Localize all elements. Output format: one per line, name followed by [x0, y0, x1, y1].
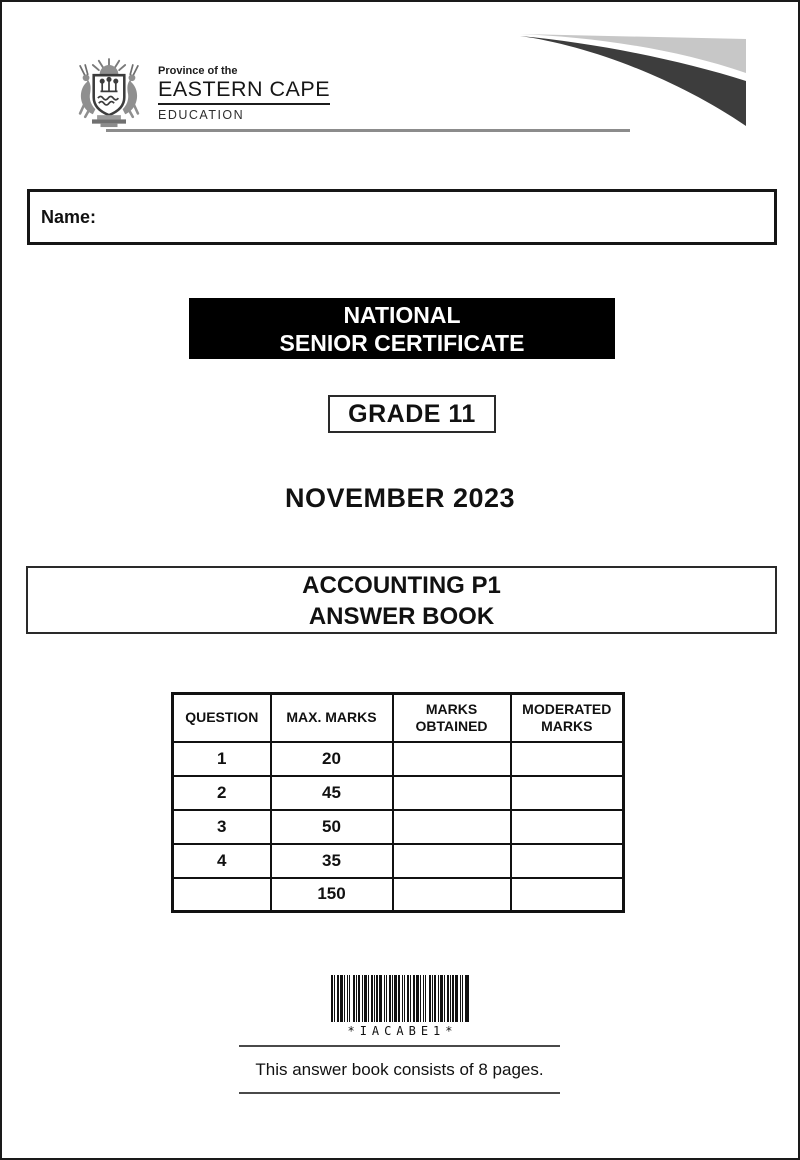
- cell-question: 1: [173, 742, 271, 776]
- header-marks-obtained: MARKS OBTAINED: [393, 694, 511, 742]
- banner-line-1: NATIONAL: [343, 302, 461, 328]
- grade-box: GRADE 11: [328, 395, 496, 433]
- cell-max-marks: 20: [271, 742, 393, 776]
- cell-moderated-marks[interactable]: [511, 844, 624, 878]
- certificate-banner: [189, 298, 615, 359]
- subject-box: [26, 566, 777, 634]
- name-input-area[interactable]: [96, 192, 774, 242]
- corner-swoosh-icon: [518, 33, 748, 129]
- name-label: Name:: [41, 206, 97, 227]
- province-name-text: EASTERN CAPE: [158, 79, 330, 105]
- cell-question: [173, 878, 271, 912]
- cell-question: 2: [173, 776, 271, 810]
- banner-line-2: SENIOR CERTIFICATE: [279, 330, 525, 356]
- cell-moderated-marks[interactable]: [511, 776, 624, 810]
- cell-marks-obtained[interactable]: [393, 742, 511, 776]
- barcode: [331, 975, 469, 1038]
- header-question: QUESTION: [173, 694, 271, 742]
- table-row: [173, 742, 624, 776]
- page-count-note: This answer book consists of 8 pages.: [239, 1045, 560, 1094]
- subject-line-1: ACCOUNTING P1: [302, 572, 501, 599]
- cell-max-marks: 35: [271, 844, 393, 878]
- header-max-marks: MAX. MARKS: [271, 694, 393, 742]
- marks-summary-table: [171, 692, 625, 913]
- department-wordmark: [158, 66, 330, 121]
- cell-moderated-marks[interactable]: [511, 810, 624, 844]
- subject-line-2: ANSWER BOOK: [308, 603, 495, 630]
- table-total-row: [173, 878, 624, 912]
- cell-moderated-marks[interactable]: [511, 878, 624, 912]
- cell-marks-obtained[interactable]: [393, 878, 511, 912]
- department-text: EDUCATION: [158, 107, 245, 122]
- name-box: [27, 189, 777, 245]
- table-row: [173, 844, 624, 878]
- header-divider-rule: [106, 129, 630, 132]
- table-header-row: [173, 694, 624, 742]
- cell-marks-obtained[interactable]: [393, 844, 511, 878]
- cell-moderated-marks[interactable]: [511, 742, 624, 776]
- table-row: [173, 810, 624, 844]
- header-moderated-marks: MODERATED MARKS: [511, 694, 624, 742]
- exam-session-title: NOVEMBER 2023: [284, 483, 516, 513]
- barcode-bars-icon: [331, 975, 469, 1022]
- cell-question: 4: [173, 844, 271, 878]
- barcode-label: *IACABE1*: [347, 1024, 458, 1038]
- cell-marks-obtained[interactable]: [393, 776, 511, 810]
- province-of-the-text: Province of the: [158, 65, 238, 77]
- cell-question: 3: [173, 810, 271, 844]
- cell-max-marks: 45: [271, 776, 393, 810]
- cell-marks-obtained[interactable]: [393, 810, 511, 844]
- cell-total-max-marks: 150: [271, 878, 393, 912]
- table-row: [173, 776, 624, 810]
- cell-max-marks: 50: [271, 810, 393, 844]
